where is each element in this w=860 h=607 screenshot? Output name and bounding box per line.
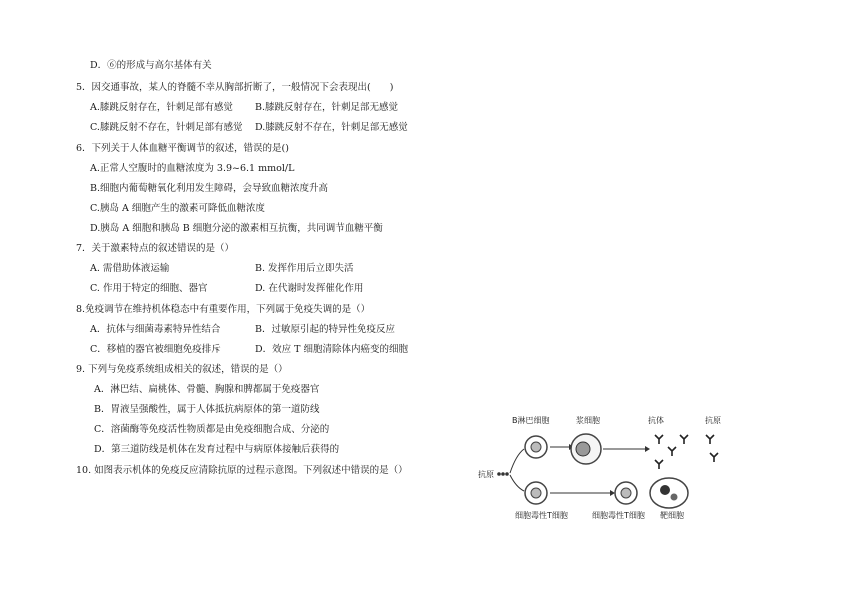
label-plasma-cell: 浆细胞 xyxy=(576,416,600,425)
b-cell-nucleus-icon xyxy=(531,442,541,452)
q5-option-b: B.膝跳反射存在，针刺足部无感觉 xyxy=(255,102,399,113)
q8-option-c: C．移植的器官被细胞免疫排斥 xyxy=(90,344,221,355)
q8-option-b: B．过敏原引起的特异性免疫反应 xyxy=(255,324,395,335)
q8-stem: 8.免疫调节在维持机体稳态中有重要作用，下列属于免疫失调的是（） xyxy=(76,304,371,315)
antigen-icons xyxy=(497,472,509,476)
q7-option-a: A. 需借助体液运输 xyxy=(90,263,170,274)
q6-option-c: C.胰岛 A 细胞产生的激素可降低血糖浓度 xyxy=(90,203,265,214)
label-antibody: 抗体 xyxy=(648,416,664,425)
antibody-icon xyxy=(706,435,714,444)
antigen-icon xyxy=(505,472,509,476)
label-target-cell: 靶细胞 xyxy=(660,511,684,520)
q9-stem: 9. 下列与免疫系统组成相关的叙述，错误的是（） xyxy=(76,364,288,375)
antibody-icon xyxy=(680,435,688,444)
q7-option-b: B. 发挥作用后立即失活 xyxy=(255,263,354,274)
q6-stem: 6．下列关于人体血糖平衡调节的叙述，错误的是() xyxy=(76,143,289,154)
q6-option-b: B.细胞内葡萄糖氧化利用发生障碍，会导致血糖浓度升高 xyxy=(90,183,329,194)
arrow-head-icon xyxy=(645,446,650,452)
q8-option-d: D．效应 T 细胞清除体内癌变的细胞 xyxy=(255,344,408,355)
q5-option-d: D.膝跳反射不存在，针刺足部无感觉 xyxy=(255,122,408,133)
q6-option-a: A.正常人空腹时的血糖浓度为 3.9~6.1 mmol/L xyxy=(90,163,295,174)
q4-option-d: D．⑥的形成与高尔基体有关 xyxy=(90,60,212,71)
q9-option-a: A．淋巴结、扁桃体、骨髓、胸腺和脾都属于免疫器官 xyxy=(94,384,320,395)
q9-option-b: B．胃液呈强酸性，属于人体抵抗病原体的第一道防线 xyxy=(94,404,320,415)
q7-option-c: C. 作用于特定的细胞、器官 xyxy=(90,283,208,294)
q5-option-c: C.膝跳反射不存在，针刺足部有感觉 xyxy=(90,122,243,133)
branch-arrow-down xyxy=(510,475,524,491)
q9-option-c: C．溶菌酶等免疫活性物质都是由免疫细胞合成、分泌的 xyxy=(94,424,330,435)
q5-stem: 5．因交通事故，某人的脊髓不幸从胸部折断了，一般情况下会表现出( ) xyxy=(76,82,394,93)
antigen-icon xyxy=(501,472,505,476)
label-antigen-right: 抗原 xyxy=(705,416,721,425)
q7-option-d: D. 在代谢时发挥催化作用 xyxy=(255,283,364,294)
effector-t-nucleus-icon xyxy=(621,488,631,498)
antibody-icons xyxy=(655,435,718,469)
q5-option-a: A.膝跳反射存在，针刺足部有感觉 xyxy=(90,102,233,113)
target-cell-nucleus-icon xyxy=(671,494,678,501)
q6-option-d: D.胰岛 A 细胞和胰岛 B 细胞分泌的激素相互抗衡，共同调节血糖平衡 xyxy=(90,223,383,234)
antibody-icon xyxy=(668,447,676,456)
antigen-icon xyxy=(497,472,501,476)
antibody-icon xyxy=(655,435,663,444)
helper-t-nucleus-icon xyxy=(531,488,541,498)
q9-option-d: D．第三道防线是机体在发育过程中与病原体接触后获得的 xyxy=(94,444,340,455)
antibody-icon xyxy=(710,453,718,462)
immune-response-diagram xyxy=(470,405,730,525)
label-effector-t-cell: 细胞毒性T细胞 xyxy=(592,511,645,520)
plasma-cell-nucleus-icon xyxy=(576,442,590,456)
target-cell-nucleus-icon xyxy=(660,485,670,495)
label-b-cell: B淋巴细胞 xyxy=(512,416,550,425)
q8-option-a: A．抗体与细菌毒素特异性结合 xyxy=(90,324,221,335)
label-antigen-left: 抗原 xyxy=(478,470,494,479)
branch-arrow-up xyxy=(510,449,524,473)
q7-stem: 7．关于激素特点的叙述错误的是（） xyxy=(76,243,235,254)
antibody-icon xyxy=(655,460,663,469)
q10-stem: 10. 如图表示机体的免疫反应清除抗原的过程示意图。下列叙述中错误的是（） xyxy=(76,465,408,476)
label-helper-t-cell: 细胞毒性T细胞 xyxy=(515,511,568,520)
